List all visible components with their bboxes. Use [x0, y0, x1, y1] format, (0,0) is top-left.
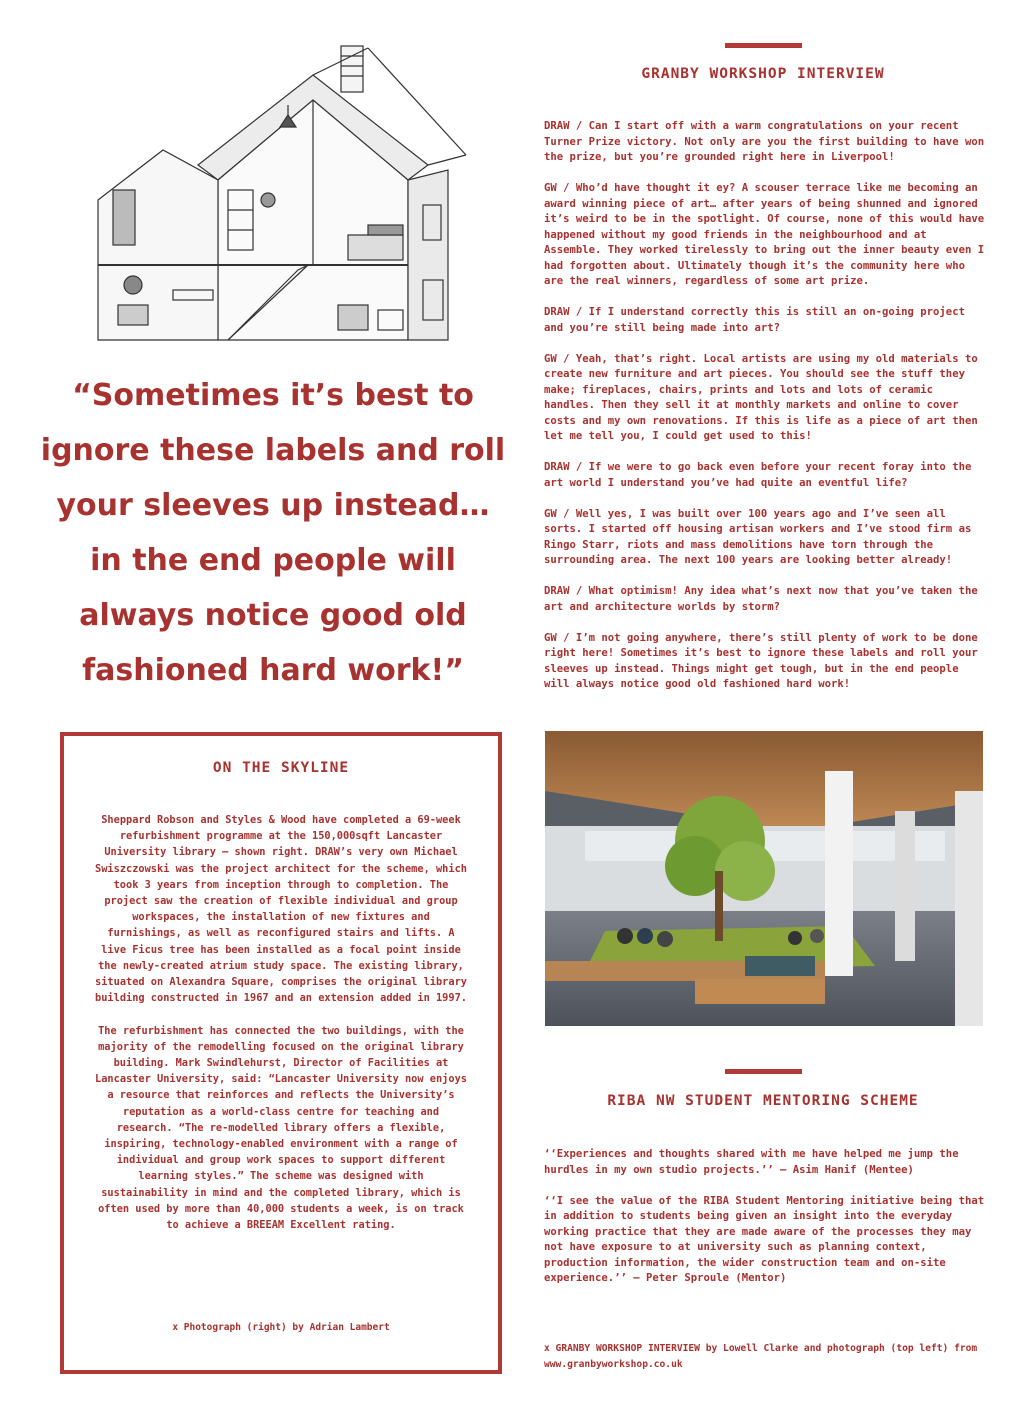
interview-paragraph: GW / I’m not going anywhere, there’s still plenty of work to be done right here! Sometimes it’s best to ignore these labels and roll your sleeves up instead. Things might get tough, but in the end people will always notice good old fashioned hard work! — [544, 631, 978, 690]
interview-paragraph: DRAW / If I understand correctly this is still an on-going project and you’re still being made into art? — [544, 306, 965, 334]
interview-heading: GRANBY WORKSHOP INTERVIEW — [641, 66, 885, 82]
interview-body — [544, 119, 986, 708]
skyline-paragraph: Sheppard Robson and Styles & Wood have completed a 69-week refurbishment programme at the 150,000sqft Lancaster University library – shown right. DRAW’s very own Michael Swiszczowski was the project architect for the scheme, which took 3 years from inception through to completion. The project saw the creation of flexible individual and group workspaces, the installation of new fixtures and furnishings, as well as reconfigured stairs and lifts. A live Ficus tree has been installed as a focal point inside the newly-created atrium study space. The existing library, situated on Alexandra Square, comprises the original library building constructed in 1967 and an extension added in 1997. — [95, 814, 467, 1005]
skyline-box — [60, 732, 502, 1374]
library-atrium-photo — [545, 731, 983, 1026]
interview-top-rule — [725, 43, 802, 48]
skyline-paragraph: The refurbishment has connected the two buildings, with the majority of the remodelling focused on the original library building. Mark Swindlehurst, Director of Facilities at Lancaster University, said: “Lancaster University now enjoys a resource that reinforces and reflects the University’s reputation as a world-class centre for teaching and research. “The re-modelled library offers a flexible, inspiring, technology-enabled environment with a range of individual and group work spaces to support different learning styles.” The scheme was designed with sustainability in mind and the completed library, which is often used by more than 40,000 students a week, is on track to achieve a BREEAM Excellent rating. — [95, 1024, 467, 1232]
house-cutaway-illustration — [78, 40, 488, 345]
interview-paragraph: GW / Well yes, I was built over 100 years ago and I’ve seen all sorts. I started off housing artisan workers and I’ve stood firm as Ringo Starr, riots and mass demolitions have torn through the surrounding area. The next 100 years are looking better already! — [544, 507, 972, 566]
interview-paragraph: DRAW / If we were to go back even before your recent foray into the art world I understand you’ve had quite an eventful life? — [544, 461, 972, 489]
mentoring-body — [544, 1147, 986, 1302]
interview-paragraph: DRAW / Can I start off with a warm congratulations on your recent Turner Prize victory. Not only are you the first building to have won the prize, but you’re grounded right here in Liverpool! — [544, 120, 985, 163]
skyline-body — [92, 812, 470, 1249]
mentoring-credit: x GRANBY WORKSHOP INTERVIEW by Lowell Clarke and photograph (top left) from www.granbyworkshop.co.uk — [544, 1343, 978, 1370]
interview-paragraph: GW / Yeah, that’s right. Local artists are using my old materials to create new furniture and art pieces. You should see the stuff they make; fireplaces, chairs, prints and lots and lots of ceramic handles. Then they sell it at monthly markets and online to cover costs and my own renovations. If this is life as a piece of art then let me tell you, I could get used to this! — [544, 352, 978, 442]
pull-quote: “Sometimes it’s best to ignore these labels and roll your sleeves up instead… in the end people will always notice good old fashioned hard work!” — [40, 378, 506, 688]
mentoring-heading: RIBA NW STUDENT MENTORING SCHEME — [607, 1093, 919, 1109]
skyline-credit: x Photograph (right) by Adrian Lambert — [172, 1322, 390, 1333]
mentoring-paragraph: ‘‘I see the value of the RIBA Student Mentoring initiative being that in addition to students being given an insight into the everyday working practice that they are made aware of the processes they may not have exposure to at university such as planning context, production information, the wider construction team and on-site experience.’’ – Peter Sproule (Mentor) — [544, 1194, 985, 1284]
interview-paragraph: GW / Who’d have thought it ey? A scouser terrace like me becoming an award winning piece of art… after years of being shunned and ignored it’s weird to be in the spotlight. Of course, none of this would have happened without my good friends in the neighbourhood and at Assemble. They worked tirelessly to bring out the inner beauty even I had forgotten about. Ultimately though it’s the community here who are the real winners, regardless of some art prize. — [544, 182, 985, 287]
interview-paragraph: DRAW / What optimism! Any idea what’s next now that you’ve taken the art and architecture worlds by storm? — [544, 585, 978, 613]
mentoring-paragraph: ‘‘Experiences and thoughts shared with me have helped me jump the hurdles in my own studio projects.’’ – Asim Hanif (Mentee) — [544, 1148, 959, 1176]
mentoring-top-rule — [725, 1069, 802, 1074]
skyline-heading: ON THE SKYLINE — [212, 760, 350, 776]
